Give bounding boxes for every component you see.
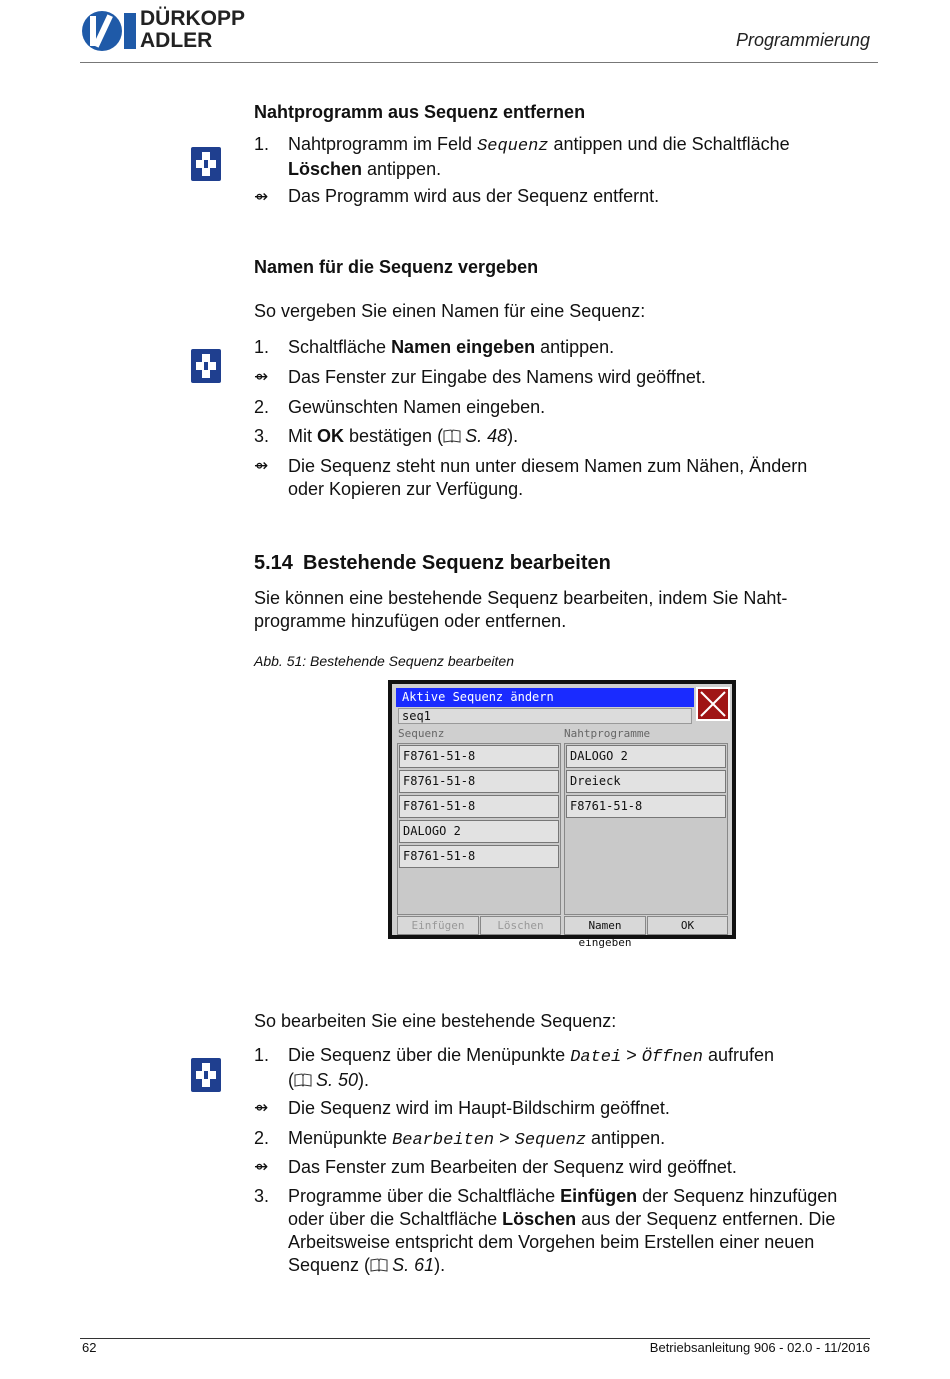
step-text: Nahtprogramm im Feld Sequenz antippen und die Schaltfläche Löschen antippen. — [288, 134, 790, 179]
programs-list[interactable] — [564, 743, 728, 915]
intro-text: Sie können eine bestehende Sequenz bearbeiten, indem Sie Naht- programme hinzufügen oder entfernen. — [254, 588, 788, 631]
step-text: Die Sequenz über die Menüpunkte Datei > Öffnen aufrufen ( S. 50). — [288, 1045, 775, 1090]
brand-line1: DÜRKOPP — [140, 7, 246, 30]
hand-action-icon — [191, 147, 221, 181]
step-text: Mit OK bestätigen ( S. 48). — [288, 426, 519, 446]
book-reference-icon — [443, 429, 461, 443]
dialog-screenshot — [388, 680, 736, 949]
step-number: 2. — [254, 1128, 270, 1148]
result-text: Das Programm wird aus der Sequenz entfernt. — [288, 186, 660, 206]
close-icon[interactable] — [696, 687, 730, 721]
step-number: 3. — [254, 426, 270, 446]
footer-divider — [80, 1338, 870, 1339]
figure-caption: Abb. 51: Bestehende Sequenz bearbeiten — [254, 653, 514, 669]
result-text: Die Sequenz wird im Haupt-Bildschirm geöffnet. — [288, 1098, 670, 1118]
step-number: 1. — [254, 337, 270, 357]
step-text: Programme über die Schaltfläche Einfügen der Sequenz hinzufügen oder über die Schaltfläche Löschen aus der Sequenz entfernen. Die Arbeitsweise entspricht dem Vorgehen beim Erstellen einer neuen Sequenz ( S. 61). — [288, 1186, 838, 1275]
sequence-name-field[interactable]: seq1 — [398, 708, 692, 724]
sequence-column-header: Sequenz — [398, 727, 445, 740]
dialog-title: Aktive Sequenz ändern — [396, 688, 694, 707]
step-number: 2. — [254, 397, 270, 417]
header-divider — [80, 62, 878, 63]
page-number: 62 — [82, 1340, 97, 1355]
ok-button[interactable]: OK — [647, 916, 728, 935]
intro-text: So vergeben Sie einen Namen für eine Sequenz: — [254, 301, 646, 321]
result-text: Die Sequenz steht nun unter diesem Namen zum Nähen, Ändern oder Kopieren zur Verfügung. — [288, 456, 808, 499]
enter-name-button[interactable]: Namen eingeben — [564, 916, 646, 935]
bold-label: Löschen — [288, 159, 363, 179]
book-reference-icon — [294, 1073, 312, 1087]
list-item[interactable]: F8761-51-8 — [399, 745, 559, 768]
list-item[interactable]: Dreieck — [566, 770, 726, 793]
insert-button[interactable]: Einfügen — [397, 916, 479, 935]
document-info: Betriebsanleitung 906 - 02.0 - 11/2016 — [649, 1340, 870, 1355]
duerkopp-adler-logo — [80, 8, 270, 54]
section-heading-remove: Nahtprogramm aus Sequenz entfernen — [254, 102, 586, 122]
step-text: Gewünschten Namen eingeben. — [288, 397, 546, 417]
menu-code: Sequenz — [477, 137, 549, 156]
list-item[interactable]: F8761-51-8 — [399, 795, 559, 818]
list-item[interactable]: F8761-51-8 — [399, 845, 559, 868]
section-heading-edit: Bestehende Sequenz bearbeiten — [303, 552, 611, 574]
header-section-title: Programmierung — [735, 30, 870, 50]
hand-action-icon — [191, 1058, 221, 1092]
step-number: 1. — [254, 134, 270, 154]
delete-button[interactable]: Löschen — [480, 916, 561, 935]
step-number: 1. — [254, 1045, 270, 1065]
result-text: Das Fenster zur Eingabe des Namens wird geöffnet. — [288, 367, 706, 387]
result-text: Das Fenster zum Bearbeiten der Sequenz wird geöffnet. — [288, 1157, 737, 1177]
list-item[interactable]: F8761-51-8 — [566, 795, 726, 818]
step-text: Menüpunkte Bearbeiten > Sequenz antippen. — [288, 1128, 666, 1150]
page-reference: S. 48 — [465, 426, 508, 446]
sequence-list[interactable] — [397, 743, 561, 915]
list-item[interactable]: F8761-51-8 — [399, 770, 559, 793]
step-number: 3. — [254, 1186, 270, 1206]
step-text: Schaltfläche Namen eingeben antippen. — [288, 337, 615, 357]
hand-action-icon — [191, 349, 221, 383]
howto-text: So bearbeiten Sie eine bestehende Sequenz: — [254, 1011, 617, 1031]
result-arrow-icon: ⇴ — [254, 1098, 269, 1117]
result-arrow-icon: ⇴ — [254, 187, 269, 206]
list-item[interactable]: DALOGO 2 — [566, 745, 726, 768]
brand-line2: ADLER — [140, 29, 213, 52]
result-arrow-icon: ⇴ — [254, 1157, 269, 1176]
list-item[interactable]: DALOGO 2 — [399, 820, 559, 843]
section-heading-name: Namen für die Sequenz vergeben — [254, 257, 539, 277]
book-reference-icon — [370, 1258, 388, 1272]
result-arrow-icon: ⇴ — [254, 456, 269, 475]
section-number: 5.14 — [254, 552, 293, 574]
result-arrow-icon: ⇴ — [254, 367, 269, 386]
programs-column-header: Nahtprogramme — [564, 727, 651, 740]
